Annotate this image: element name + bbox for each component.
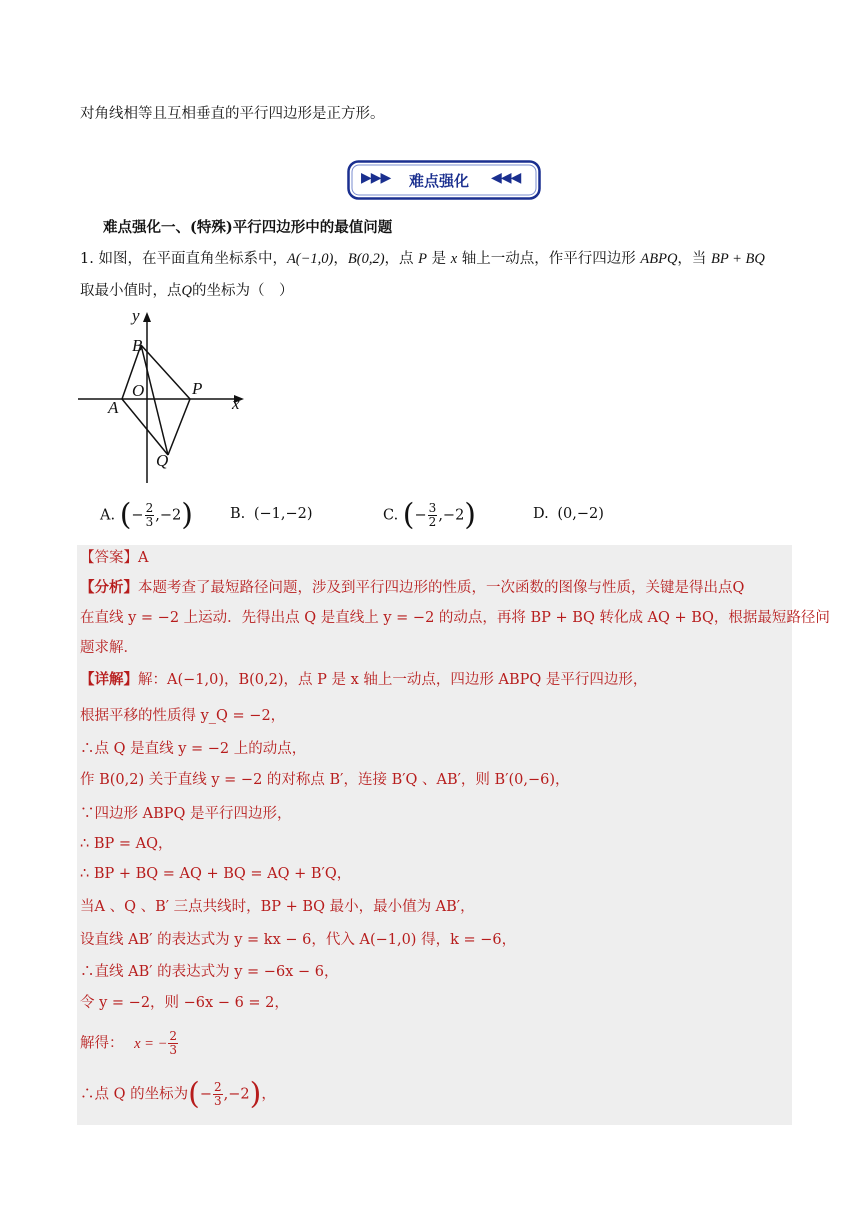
analysis-line-3: 题求解． <box>80 640 138 656</box>
label-p: P <box>192 379 203 398</box>
intro-text: 对角线相等且互相垂直的平行四边形是正方形。 <box>80 106 385 122</box>
detail-line-9: 设直线 AB′ 的表达式为 y = kx − 6，代入 A(−1,0) 得，k = −6， <box>80 932 517 948</box>
question-line-1: 1. 如图，在平面直角坐标系中，A(−1,0)，B(0,2)，点 P 是 x 轴上一动点，作平行四边形 ABPQ，当 BP + BQ <box>80 251 765 267</box>
detail-line-13: ∴点 Q 的坐标为(− $\frac{2}{3}$ ,−2)， <box>80 1076 276 1112</box>
option-a[interactable]: A. (− $\frac{2}{3}$ ,−2) <box>100 497 193 533</box>
detail-coord-rest: ,−2 <box>223 1086 250 1103</box>
var-p: P <box>418 251 427 267</box>
detail-line-8: 当A 、Q 、B′ 三点共线时，BP + BQ 最小，最小值为 AB′， <box>80 899 475 915</box>
point-b-coord: B(0,2) <box>347 251 385 267</box>
option-a-label: A. <box>100 507 116 524</box>
frac-den: 3 <box>213 1094 222 1108</box>
detail-line-12 <box>80 1030 179 1057</box>
detail-tag: 【详解】 <box>80 671 138 688</box>
question-text: 取最小值时，点 <box>80 283 182 299</box>
frac-den: 3 <box>169 1043 178 1057</box>
option-a-num: 2 <box>145 501 154 515</box>
label-b: B <box>132 336 143 355</box>
detail-line-4: 作 B(0,2) 关于直线 y = −2 的对称点 B′，连接 B′Q 、AB′，则 B′(0,−6)， <box>80 772 570 788</box>
point-a-coord: A(−1,0) <box>286 251 334 267</box>
minus-sign: − <box>199 1086 212 1103</box>
coordinate-figure <box>78 308 258 488</box>
detail-line-5: ∵四边形 ABPQ 是平行四边形， <box>80 806 292 822</box>
answer-tag: 【答案】A <box>80 550 149 566</box>
option-c-label: C. <box>383 507 399 524</box>
frac-num: 2 <box>169 1029 178 1043</box>
detail-line-11: 令 y = −2，则 −6x − 6 = 2， <box>80 995 289 1011</box>
detail-line-10: ∴直线 AB′ 的表达式为 y = −6x − 6， <box>80 964 339 980</box>
answer-box <box>77 545 792 1125</box>
detail-x-eq: x = − <box>134 1035 168 1052</box>
detail-line-2: 根据平移的性质得 y_Q = −2， <box>80 708 286 724</box>
option-b-value: (−1,−2) <box>253 506 313 522</box>
option-c-num: 3 <box>428 501 437 515</box>
option-a-den: 3 <box>145 515 154 529</box>
var-x: x <box>450 251 458 267</box>
option-c[interactable]: C. (− $\frac{3}{2}$ ,−2) <box>383 497 477 533</box>
question-text: 的坐标为（ ） <box>191 283 294 299</box>
detail-text: 解得： <box>80 1035 124 1052</box>
analysis-line-2: 在直线 y = −2 上运动．先得出点 Q 是直线上 y = −2 的动点，再将 BP + BQ 转化成 AQ + BQ，根据最短路径问 <box>80 610 830 626</box>
option-b-label: B. <box>230 506 246 522</box>
var-abpq: ABPQ <box>640 251 678 267</box>
option-a-rest: ,−2 <box>155 507 182 524</box>
option-d-label: D. <box>533 506 549 522</box>
label-x: x <box>232 394 240 413</box>
expr-bp-bq: BP + BQ <box>711 251 765 267</box>
label-q: Q <box>156 451 169 470</box>
banner-left-arrows: ▶▶▶ <box>361 170 391 186</box>
minus-sign: − <box>414 507 427 524</box>
detail-line-7: ∴ BP + BQ = AQ + BQ = AQ + B′Q， <box>80 866 352 882</box>
option-d[interactable] <box>533 506 604 522</box>
label-y: y <box>132 306 140 325</box>
detail-line-3: ∴点 Q 是直线 y = −2 上的动点， <box>80 741 307 757</box>
detail-text: 解：A(−1,0)，B(0,2)，点 P 是 x 轴上一动点，四边形 ABPQ 是平行四边形， <box>138 672 648 688</box>
detail-line-1 <box>80 670 647 690</box>
detail-text: ， <box>261 1086 276 1103</box>
var-q: Q <box>181 283 192 299</box>
section-banner <box>347 160 541 200</box>
banner-right-arrows: ◀◀◀ <box>491 170 521 186</box>
question-text: ，当 <box>677 251 707 267</box>
question-number: 1. <box>80 251 94 267</box>
question-text: 如图，在平面直角坐标系中， <box>98 251 287 267</box>
detail-text: ∴点 Q 的坐标为 <box>80 1086 189 1103</box>
question-text: 轴上一动点，作平行四边形 <box>461 251 636 267</box>
analysis-line-1 <box>80 578 744 598</box>
analysis-tag: 【分析】 <box>80 579 138 596</box>
option-c-den: 2 <box>428 515 437 529</box>
frac-num: 2 <box>213 1080 222 1094</box>
detail-line-6: ∴ BP = AQ， <box>80 836 173 852</box>
label-a: A <box>108 398 119 417</box>
minus-sign: − <box>131 507 144 524</box>
option-c-rest: ,−2 <box>438 507 465 524</box>
banner-title: 难点强化 <box>409 172 470 190</box>
option-d-value: (0,−2) <box>557 506 604 522</box>
option-b[interactable] <box>230 506 313 522</box>
question-line-2 <box>80 281 293 301</box>
question-text: ，点 <box>384 251 414 267</box>
section-title: 难点强化一、(特殊)平行四边形中的最值问题 <box>103 219 393 236</box>
question-text: 是 <box>431 251 447 267</box>
analysis-text: 本题考查了最短路径问题，涉及到平行四边形的性质，一次函数的图像与性质，关键是得出点Q <box>138 580 745 596</box>
label-o: O <box>132 381 145 400</box>
